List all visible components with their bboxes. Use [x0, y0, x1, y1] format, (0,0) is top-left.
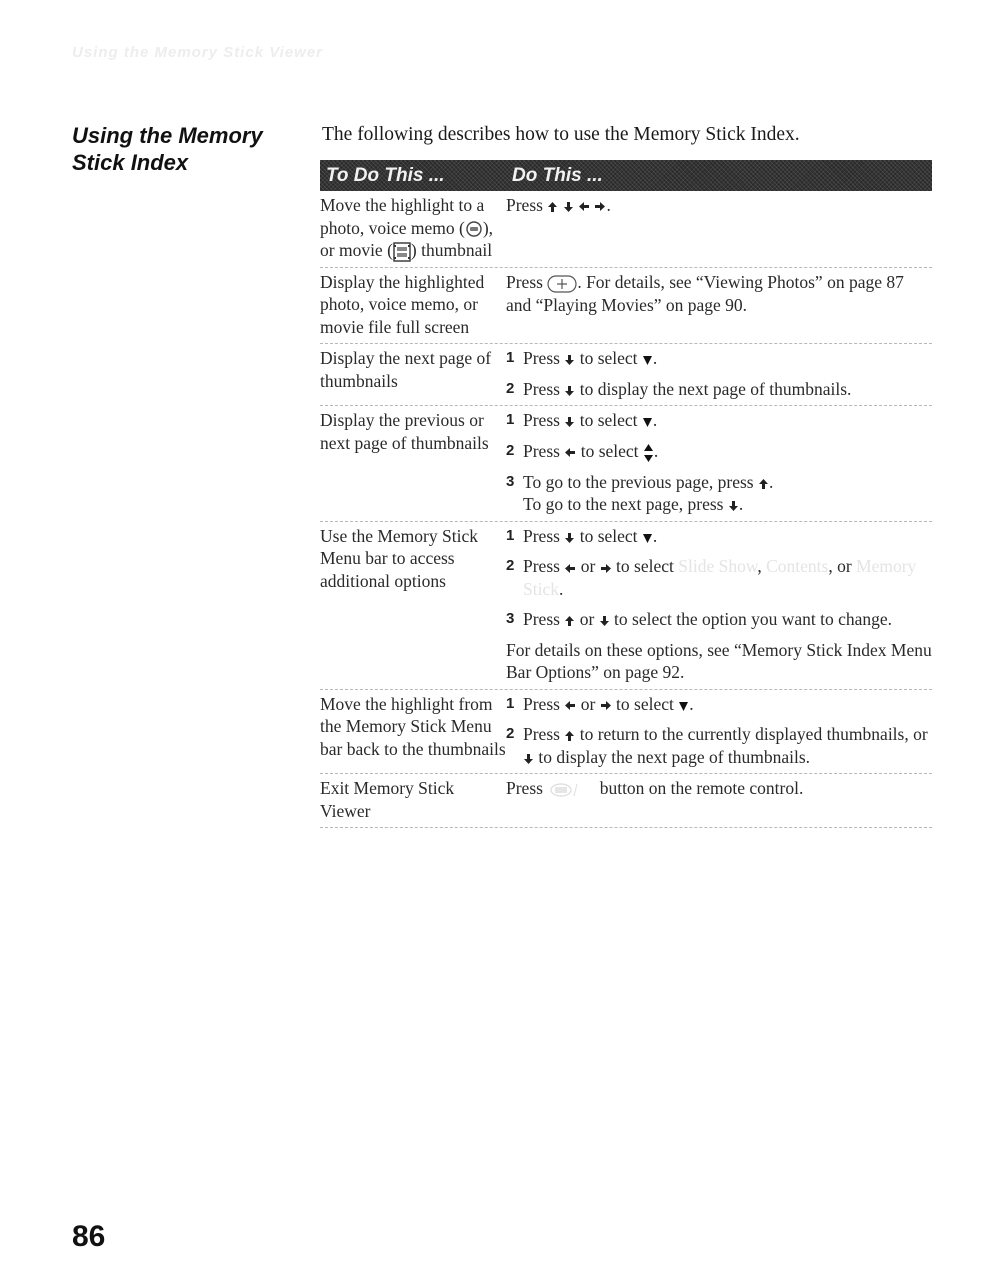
table-row: [320, 774, 932, 828]
arrow-down-icon: [599, 615, 610, 627]
arrow-left-icon: [564, 700, 576, 711]
voice-memo-icon: [465, 220, 483, 238]
arrow-right-icon: [600, 563, 612, 574]
arrow-left-icon: [564, 447, 576, 458]
arrow-left-icon: [564, 563, 576, 574]
option-slide-show: Slide Show: [678, 556, 758, 577]
arrow-down-icon: [564, 354, 575, 366]
task-cell: Exit Memory Stick Viewer: [320, 778, 455, 821]
arrow-down-icon: [728, 500, 739, 512]
arrow-down-icon: [523, 753, 534, 765]
arrow-right-icon: [594, 201, 606, 212]
note-text: For details on these options, see “Memory Stick Index Menu Bar Options” on page 92.: [506, 639, 932, 683]
intro-text: The following describes how to use the Memory Stick Index.: [322, 124, 800, 145]
arrow-down-icon: [564, 416, 575, 428]
table-row: [320, 406, 932, 521]
arrow-right-icon: [600, 700, 612, 711]
task-cell: Display the previous or next page of thumbnails: [320, 410, 489, 453]
enter-button-icon: [547, 274, 577, 294]
option-contents: Contents: [766, 556, 829, 577]
arrow-left-icon: [578, 201, 590, 212]
running-head: Using the Memory Stick Viewer: [72, 44, 324, 61]
header-do-this: Do This ...: [512, 164, 603, 186]
task-cell: Move the highlight to a photo, voice memo ( ), or movie ( ) thumbnail: [320, 195, 494, 260]
task-cell: Use the Memory Stick Menu bar to access additional options: [320, 525, 478, 591]
action-cell: [506, 693, 932, 769]
action-cell: [506, 525, 932, 684]
menu-bar-triangle-icon: [642, 416, 653, 428]
step: 1 Press to select .: [506, 410, 658, 431]
arrow-up-icon: [547, 201, 558, 213]
task-cell: Display the next page of thumbnails: [320, 348, 492, 391]
action-cell: Press . For details, see “Viewing Photos” on page 87 and “Playing Movies” on page 90.: [506, 271, 904, 315]
movie-icon: [393, 242, 411, 262]
table-row: [320, 690, 932, 775]
task-cell: Display the highlighted photo, voice memo, or movie file full screen: [320, 271, 485, 337]
action-cell: [506, 409, 932, 515]
menu-bar-triangle-icon: [642, 532, 653, 544]
table-row: [320, 268, 932, 345]
table-row: [320, 191, 932, 268]
header-to-do-this: To Do This ...: [326, 164, 445, 186]
menu-bar-triangle-icon: [642, 354, 653, 366]
step: 3 Press or to select the option you want to change.: [506, 609, 893, 630]
action-cell: Press .: [506, 195, 611, 215]
action-cell: [506, 347, 932, 400]
step: 3 To go to the previous page, press . To go to the next page, press .: [506, 471, 774, 515]
section-title: Using the Memory Stick Index: [72, 123, 263, 175]
arrow-up-icon: [564, 730, 575, 742]
page-number: 86: [72, 1220, 106, 1253]
arrow-down-icon: [564, 385, 575, 397]
arrow-up-icon: [564, 615, 575, 627]
step: 2 Press to display the next page of thumbnails.: [506, 378, 852, 399]
step: 1 Press to select .: [506, 525, 658, 546]
arrow-up-icon: [758, 478, 769, 490]
option-memory-stick: Memory Stick: [523, 556, 917, 599]
arrow-down-icon: [564, 532, 575, 544]
menu-bar-triangle-icon: [678, 700, 689, 712]
step: 2 Press to return to the currently displayed thumbnails, or to display the next page of thumbnails.: [506, 724, 928, 767]
step: 2 Press or to select Slide Show, Contents, or Memory Stick.: [506, 556, 917, 599]
table-row: [320, 344, 932, 406]
page-up-down-icon: [643, 443, 654, 463]
action-cell: Press button on the remote control.: [506, 778, 804, 799]
table-row: [320, 522, 932, 690]
table-header: [320, 160, 932, 191]
arrow-down-icon: [563, 201, 574, 213]
task-cell: Move the highlight from the Memory Stick Menu bar back to the thumbnails: [320, 693, 506, 759]
instruction-table: [320, 160, 932, 828]
step: 1 Press or to select .: [506, 693, 694, 714]
memory-stick-button-icon: [547, 781, 595, 799]
step: 2 Press to select .: [506, 440, 659, 461]
step: 1 Press to select .: [506, 348, 658, 369]
